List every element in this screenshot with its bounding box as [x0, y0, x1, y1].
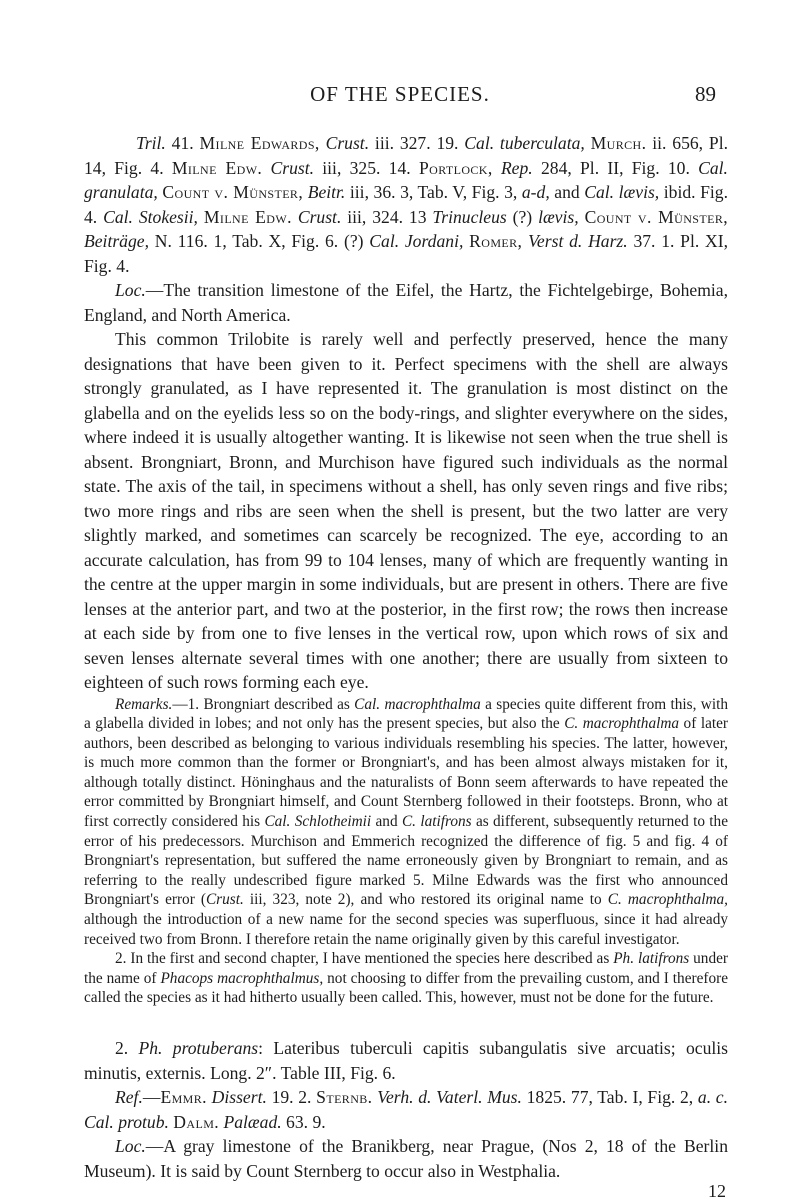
syn-span: Trinucleus: [432, 206, 507, 227]
remarks-paragraph-1: [84, 695, 728, 950]
ref-span: 1825. 77, Tab. I, Fig. 2,: [521, 1087, 698, 1107]
syn-span: and: [549, 182, 585, 202]
rem-span: Cal. Schlotheimii: [264, 813, 372, 831]
rem-span: iii, 323, note 2), and who restored its original name to: [243, 891, 608, 909]
rem-span: of later authors, been described as belonging to various individuals resembling his species. The latter, however, is much more common than the former or Brongniart's, and has been almost always mistaken for it, although totally distinct. Höninghaus and the naturalists of Bonn seem afterwards to have repeated the error committed by Brongniart himself, and Count Sternberg followed in their footsteps. Bronn, who at first correctly considered his: [84, 715, 728, 831]
syn-author: Portlock,: [418, 157, 493, 178]
syn-span: Verst d. Harz.: [528, 231, 628, 251]
loc-label: Loc.: [115, 280, 146, 300]
species-diagnosis-text: : Lateribus tuberculi capitis subangulatis sive arcuatis; oculis minutis, externis. Long. 2″. Table III, Fig. 6.: [84, 1038, 729, 1083]
rem-span: under the name of: [84, 950, 728, 987]
syn-span: iii, 36. 3, Tab. V, Fig. 3,: [345, 182, 522, 202]
syn-span: Rep.: [500, 157, 533, 178]
syn-author: Milne Edw.: [203, 206, 292, 227]
syn-span: Cal. lævis,: [584, 182, 660, 202]
syn-author: Count v. Münster,: [584, 206, 729, 227]
page-number: 89: [695, 82, 716, 106]
rem-span: 2. In the first and second chapter, I have mentioned the species here described as: [115, 950, 614, 968]
rem-span: —1. Brongniart described as: [172, 695, 355, 713]
ref-span: Cal. protub.: [84, 1111, 169, 1132]
syn-span: Tril.: [136, 133, 166, 153]
syn-span: Cal. Jordani,: [369, 231, 464, 251]
ref-author: Emmr.: [160, 1087, 207, 1107]
section-gap: [84, 1008, 728, 1036]
signature-mark: 12: [708, 1181, 726, 1201]
remarks-label: Remarks.: [115, 695, 173, 713]
running-title: OF THE SPECIES.: [310, 82, 490, 106]
locality-paragraph-2: [84, 1134, 728, 1183]
remarks-paragraph-2: [84, 949, 728, 1008]
syn-span: iii, 324. 13: [341, 206, 433, 227]
syn-span: Beiträge,: [84, 231, 149, 251]
syn-span: Beitr.: [307, 182, 346, 202]
rem-span: and: [371, 813, 402, 831]
description-paragraph: This common Trilobite is rarely well and perfectly preserved, hence the many designations that have been given to it. Perfect specimens with the shell are always strongly granulated, as I have represented it. The granulation is most distinct on the glabella and on the eyelids less so on the body-rings, and slighter everywhere on the sides, where indeed it is usually altogether wanting. It is likewise not seen when the true shell is absent. Brongniart, Bronn, and Murchison have figured such individuals as the normal state. The axis of the tail, in specimens without a shell, has only seven rings and five ribs; two more rings and ribs are seen when the shell is present, but the two latter are very slightly marked, and sometimes can scarcely be recognized. The eye, according to an accurate calculation, has from 99 to 104 lenses, many of which are frequently wanting in the centre at the upper margin in some individuals, but are present in others. There are five lenses at the anterior part, and two at the posterior, in the first row; the rows then increase at each side by from one to five lenses in the vertical row, upon which rows of six and seven lenses alternate several times with one another; there are usually from sixteen to eighteen of such rows forming each eye.: [84, 329, 728, 692]
syn-span: [493, 158, 501, 178]
syn-span: lævis,: [538, 206, 579, 227]
locality-paragraph: [84, 278, 728, 327]
ref-label: Ref.: [115, 1087, 143, 1107]
syn-span: Crust.: [297, 206, 342, 227]
ref-span: Palæad.: [223, 1111, 282, 1132]
loc-label: Loc.: [115, 1136, 146, 1156]
rem-span: Phacops macrophthalmus,: [160, 969, 324, 987]
syn-span: Cal. granulata,: [84, 157, 728, 202]
syn-span: 41.: [165, 133, 200, 153]
rem-span: as different, subsequently returned to the error of his predecessors. Murchison and Emmerich recognized the difference of fig. 5 and fig. 4 of Brongniart's representation, but suffered the name erroneously given by Brongniart to remain, and as referring to the really undescribed figure marked 5. Milne Edwards was the first who announced Brongniart's error (: [84, 813, 728, 909]
ref-span: 19. 2.: [266, 1087, 317, 1107]
loc-text: —The transition limestone of the Eifel, the Hartz, the Fichtelgebirge, Bohemia, England, and North America.: [84, 280, 728, 325]
synonymy-paragraph: [84, 131, 728, 278]
rem-span: Crust.: [205, 891, 244, 909]
syn-span: Cal. tuberculata,: [464, 133, 585, 153]
syn-author: Milne Edwards,: [199, 133, 320, 153]
ref-span: —: [142, 1087, 161, 1107]
rem-span: C. macrophthalma: [564, 715, 680, 733]
syn-author: Milne Edw.: [171, 157, 263, 178]
running-head: [0, 82, 800, 112]
syn-span: iii, 325. 14.: [314, 157, 419, 178]
syn-span: Cal. Stokesii,: [103, 206, 198, 227]
reference-paragraph: [84, 1085, 728, 1134]
rem-span: C. macrophthalma,: [607, 891, 729, 909]
ref-span: a. c.: [697, 1087, 728, 1107]
ref-span: Verh. d. Vaterl. Mus.: [377, 1087, 522, 1107]
syn-span: iii. 327. 19.: [369, 133, 465, 153]
syn-span: Crust.: [270, 157, 315, 178]
syn-span: ibid. Fig. 4.: [84, 182, 728, 227]
species-number: 2.: [115, 1038, 139, 1058]
syn-span: a-d,: [521, 182, 550, 202]
syn-span: 37. 1. Pl. XI, Fig. 4.: [84, 231, 728, 276]
syn-span: Crust.: [325, 133, 370, 153]
species-name: Ph. protuberans: [138, 1038, 259, 1058]
ref-span: 63. 9.: [281, 1111, 326, 1132]
rem-span: C. latifrons: [401, 813, 472, 831]
loc-text: —A gray limestone of the Branikberg, near Prague, (Nos 2, 18 of the Berlin Museum). It is said by Count Sternberg to occur also in Westphalia.: [84, 1136, 728, 1181]
syn-span: 284, Pl. II, Fig. 10.: [532, 157, 699, 178]
syn-author: Romer,: [469, 231, 523, 251]
syn-span: N. 116. 1, Tab. X, Fig. 6. (?): [148, 231, 370, 251]
rem-span: not choosing to differ from the prevailing custom, and I therefore called the species as it had hitherto usually been called. This, however, must not be done for the future.: [84, 969, 728, 1007]
syn-author: Count v. Münster,: [162, 182, 304, 202]
rem-span: although the introduction of a new name for the second species was superfluous, since it had already received two from Bronn. I therefore retain the name originally given by this careful investigator.: [84, 911, 728, 948]
syn-span: ii. 656, Pl. 14, Fig. 4.: [84, 133, 728, 178]
rem-span: Ph. latifrons: [613, 950, 690, 968]
syn-author: Murch.: [590, 133, 647, 153]
ref-author: Dalm.: [173, 1111, 220, 1132]
page-body: [84, 131, 728, 1202]
rem-span: Cal. macrophthalma: [354, 695, 481, 713]
species-diagnosis: [84, 1036, 728, 1085]
rem-span: a species quite different from this, with a glabella divided in lobes; and not only has the present species, but also the: [84, 695, 729, 733]
ref-span: Dissert.: [211, 1087, 267, 1107]
syn-span: (?): [506, 206, 539, 227]
ref-author: Sternb.: [316, 1087, 373, 1107]
syn-span: [262, 158, 270, 178]
